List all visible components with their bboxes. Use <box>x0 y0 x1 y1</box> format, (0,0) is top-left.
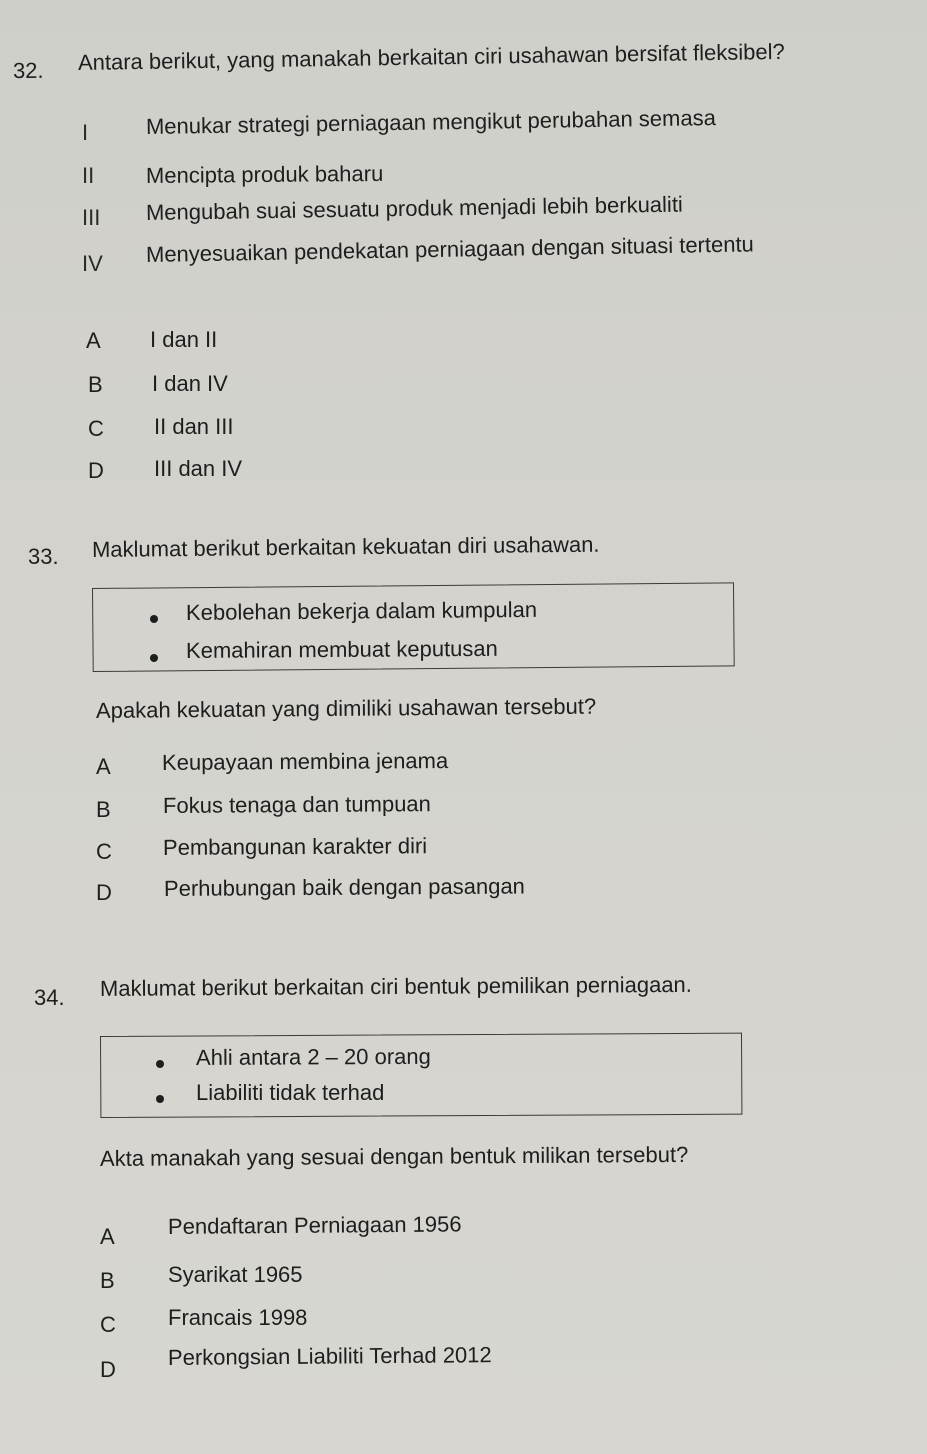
statement-text: Mencipta produk baharu <box>145 160 384 188</box>
option-letter: A <box>100 1224 115 1249</box>
option-letter: D <box>88 458 104 483</box>
question-number: 33. <box>28 544 59 569</box>
question-prompt: Akta manakah yang sesuai dengan bentuk milikan tersebut? <box>99 1141 689 1171</box>
option-letter: C <box>88 416 104 441</box>
option-letter: A <box>96 754 111 779</box>
statement-text: Menukar strategi perniagaan mengikut perubahan semasa <box>145 105 717 139</box>
question-prompt: Apakah kekuatan yang dimiliki usahawan tersebut? <box>95 693 597 723</box>
option-text: Pembangunan karakter diri <box>162 833 428 860</box>
statement-roman: III <box>82 205 101 230</box>
option-text: Pendaftaran Perniagaan 1956 <box>167 1211 462 1239</box>
option-text: II dan III <box>154 414 234 439</box>
info-box-item: Liabiliti tidak terhad <box>196 1080 385 1105</box>
option-text: Keupayaan membina jenama <box>161 748 449 775</box>
info-box-item: Kebolehan bekerja dalam kumpulan <box>185 596 538 625</box>
option-text: Perkongsian Liabiliti Terhad 2012 <box>167 1342 492 1370</box>
bullet <box>156 1060 164 1068</box>
statement-text: Mengubah suai sesuatu produk menjadi lebih berkualiti <box>145 191 684 225</box>
question-number: 34. <box>34 985 65 1010</box>
option-letter: B <box>100 1268 115 1293</box>
option-letter: D <box>96 880 112 905</box>
option-text: Fokus tenaga dan tumpuan <box>162 791 431 818</box>
question-stem: Maklumat berikut berkaitan ciri bentuk pemilikan perniagaan. <box>99 971 692 1001</box>
statement-roman: II <box>82 163 95 188</box>
option-letter: B <box>88 372 103 397</box>
option-text: Francais 1998 <box>168 1305 308 1330</box>
question-stem: Maklumat berikut berkaitan kekuatan diri usahawan. <box>91 531 600 562</box>
option-letter: C <box>100 1312 116 1337</box>
bullet <box>150 654 158 662</box>
option-text: I dan IV <box>152 371 228 396</box>
option-text: I dan II <box>150 327 218 352</box>
option-letter: B <box>96 797 111 822</box>
statement-roman: I <box>82 120 89 145</box>
option-letter: A <box>86 328 101 353</box>
bullet <box>156 1095 164 1103</box>
option-text: Syarikat 1965 <box>168 1262 303 1287</box>
question-number: 32. <box>12 57 44 84</box>
statement-roman: IV <box>82 251 103 276</box>
statement-text: Menyesuaikan pendekatan perniagaan dengan situasi tertentu <box>145 231 755 267</box>
option-letter: D <box>100 1357 116 1382</box>
option-text: III dan IV <box>154 456 243 481</box>
option-text: Perhubungan baik dengan pasangan <box>163 873 525 901</box>
option-letter: C <box>96 839 112 864</box>
bullet <box>150 615 158 623</box>
info-box-item: Ahli antara 2 – 20 orang <box>195 1043 431 1070</box>
question-stem: Antara berikut, yang manakah berkaitan ciri usahawan bersifat fleksibel? <box>77 38 785 75</box>
info-box-item: Kemahiran membuat keputusan <box>185 635 498 663</box>
